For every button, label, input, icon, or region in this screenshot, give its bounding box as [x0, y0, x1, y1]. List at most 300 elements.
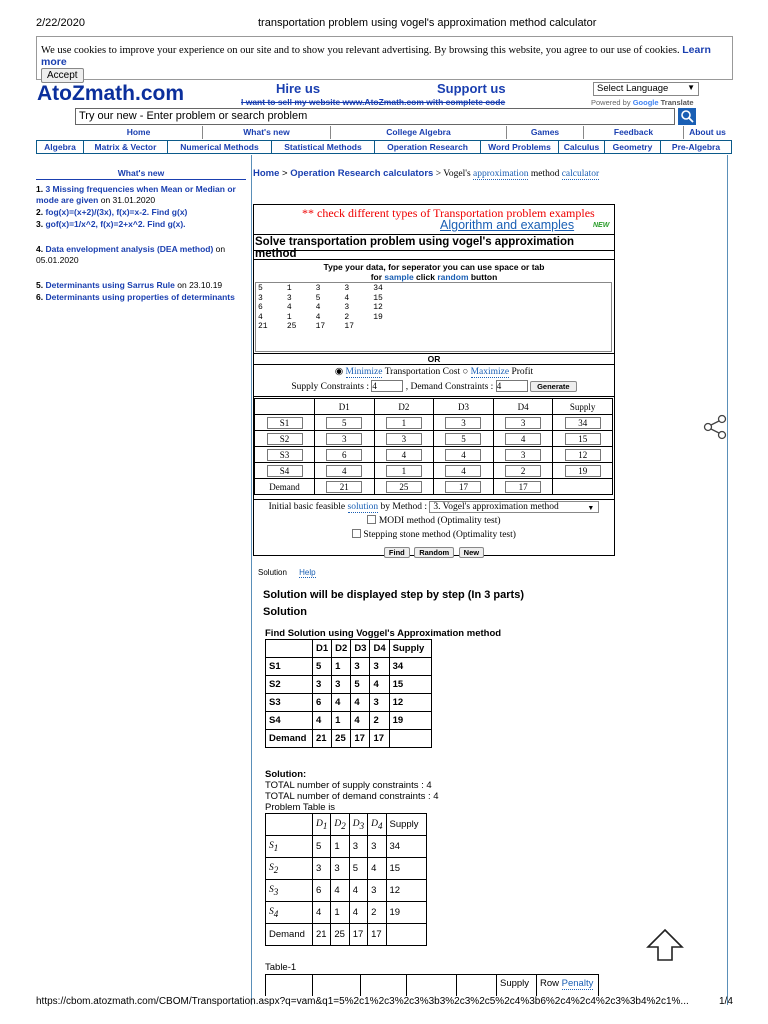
search-button[interactable] — [678, 108, 696, 125]
scroll-to-top-icon[interactable] — [646, 928, 684, 967]
total-supply: TOTAL number of supply constraints : 4 — [265, 780, 432, 791]
row-symbol: S — [269, 906, 274, 917]
grid-cell — [434, 479, 494, 495]
maximize-link[interactable]: Maximize — [470, 367, 510, 377]
news-link[interactable]: 3 Missing frequencies when Mean or Median or mode are given — [36, 184, 236, 205]
approximation-link[interactable]: approximation — [473, 169, 529, 179]
col-symbol: D — [352, 818, 360, 829]
table-cell: 4 — [368, 858, 386, 880]
table-cell: 4 — [349, 902, 367, 924]
supply-input[interactable]: 15 — [565, 433, 601, 445]
input-grid — [254, 398, 613, 495]
table-col-header: D4 — [370, 640, 389, 658]
nav-calculus[interactable]: Calculus — [559, 141, 605, 153]
grid-col-header: D4 — [493, 399, 553, 415]
table-col-header: D2 — [332, 640, 351, 658]
row-label-field[interactable]: S2 — [267, 433, 303, 445]
table-cell: 4 — [313, 712, 332, 730]
optimize-row — [253, 366, 615, 377]
grid-col-header: D1 — [315, 399, 375, 415]
grid-cell — [315, 447, 375, 463]
form-heading: Solve transportation problem using vogel's approximation method — [253, 234, 615, 251]
cost-input[interactable]: 5 — [326, 417, 362, 429]
table-header — [266, 640, 432, 658]
grid-col-header: Supply — [553, 399, 613, 415]
news-date: on 05.01.2020 — [36, 244, 226, 265]
nav-statistical[interactable]: Statistical Methods — [272, 141, 375, 153]
solution-summary — [265, 769, 439, 813]
news-link[interactable]: Determinants using Sarrus Rule — [45, 280, 175, 290]
new-badge: NEW — [593, 222, 610, 229]
table-header — [266, 814, 427, 836]
table1-cell — [407, 975, 457, 996]
solution-heading: Solution — [263, 606, 307, 618]
cost-input[interactable]: 6 — [326, 449, 362, 461]
transport-cost-label: Transportation Cost — [382, 367, 463, 377]
maximize-radio[interactable]: ○ — [462, 367, 469, 377]
news-date: on 23.10.19 — [174, 280, 223, 290]
grid-cell — [553, 479, 613, 495]
row-subscript: 2 — [273, 864, 279, 875]
table-cell: S3 — [266, 694, 313, 712]
nav-operation-research[interactable]: Operation Research — [375, 141, 481, 153]
search-input[interactable]: Try our new - Enter problem or search problem — [75, 108, 675, 125]
grid-cell — [493, 463, 553, 479]
nav-whats-new[interactable]: What's new — [203, 126, 331, 139]
top-nav — [75, 126, 731, 139]
translate-text: Translate — [660, 98, 694, 107]
nav-pre-algebra[interactable]: Pre-Algebra — [671, 142, 721, 152]
grid-cell — [374, 447, 434, 463]
table-col-header — [313, 814, 331, 836]
instructions-line: Type your data, for seperator you can use space or tab — [323, 262, 545, 272]
table-cell: 15 — [386, 858, 426, 880]
row-label-field[interactable]: S4 — [267, 465, 303, 477]
news-link[interactable]: Data envelopment analysis (DEA method) — [45, 244, 214, 254]
table-col-header — [368, 814, 386, 836]
tab-help[interactable]: Help — [299, 568, 316, 577]
language-select-label: Select Language — [597, 83, 669, 94]
grid-cell — [315, 479, 375, 495]
print-url: https://cbom.atozmath.com/CBOM/Transportation.aspx?q=vam&q1=5%2c1%2c3%2c3%3b3%2c3%2c5%2c4%3b6%2c4%2c4%2c3%3b4%2c1%... — [36, 996, 689, 1007]
col-symbol: D — [316, 818, 323, 829]
grid-col-header: D2 — [374, 399, 434, 415]
news-number: 2. — [36, 207, 44, 217]
demand-label: Demand — [255, 479, 315, 495]
cookie-banner — [36, 36, 733, 80]
grid-cell — [493, 479, 553, 495]
cost-input[interactable]: 5 — [445, 433, 481, 445]
solution-label: Solution: — [265, 769, 307, 780]
modi-label: MODI method (Optimality test) — [378, 516, 501, 526]
minimize-link[interactable]: Minimize — [345, 367, 383, 377]
table-cell: 1 — [331, 902, 349, 924]
table-cell: 4 — [349, 880, 367, 902]
news-number: 3. — [36, 219, 44, 229]
supply-input[interactable]: 12 — [565, 449, 601, 461]
instructions-text: click — [413, 272, 438, 282]
supply-constraints-label: Supply Constraints : — [291, 382, 372, 392]
breadcrumb-home[interactable]: Home — [253, 168, 280, 179]
textarea-line: 4 1 4 2 19 — [258, 312, 383, 322]
table-cell: 5 — [313, 658, 332, 676]
table-cell: 4 — [313, 902, 331, 924]
accept-button[interactable]: Accept — [41, 68, 84, 83]
col-subscript: 1 — [322, 820, 328, 831]
nav-algebra[interactable]: Algebra — [37, 141, 84, 153]
row-label-input[interactable] — [255, 447, 315, 463]
problem-table-label: Problem Table is — [265, 802, 336, 813]
cost-input[interactable]: 2 — [505, 465, 541, 477]
table1-cell — [266, 975, 313, 996]
demand-input[interactable]: 25 — [386, 481, 422, 493]
grid-cell — [315, 463, 375, 479]
random-button[interactable]: Random — [414, 547, 454, 558]
table-corner — [266, 814, 313, 836]
tab-solution[interactable]: Solution — [258, 568, 287, 577]
row-symbol: S — [269, 840, 274, 851]
table-cell: 4 — [351, 712, 370, 730]
textarea-line: 3 3 5 4 15 — [258, 293, 383, 303]
solution-tabs — [258, 568, 316, 577]
cost-input[interactable]: 3 — [445, 417, 481, 429]
share-icon[interactable] — [703, 414, 727, 445]
row-subscript: 4 — [273, 908, 279, 919]
table-row — [266, 676, 432, 694]
grid-cell — [434, 447, 494, 463]
grid-col-header: D3 — [434, 399, 494, 415]
instructions-text: button — [468, 272, 498, 282]
table-cell: S1 — [266, 658, 313, 676]
find-title: Find Solution using Voggel's Approximation method — [265, 628, 502, 639]
grid-header — [255, 399, 613, 415]
supply-input[interactable]: 34 — [565, 417, 601, 429]
chevron-down-icon: ▼ — [687, 83, 695, 92]
method-select[interactable] — [429, 501, 599, 513]
row-label-input[interactable] — [255, 431, 315, 447]
table-cell: 6 — [313, 694, 332, 712]
demand-constraints-label: , Demand Constraints : — [403, 382, 496, 392]
grid-cell — [553, 463, 613, 479]
data-textarea[interactable] — [255, 282, 612, 352]
stepping-checkbox[interactable] — [352, 529, 361, 538]
row-label-input[interactable] — [255, 463, 315, 479]
find-button[interactable]: Find — [384, 547, 410, 558]
search-icon — [678, 108, 696, 125]
algorithm-link[interactable]: Algorithm and examples — [440, 218, 575, 232]
generate-button[interactable]: Generate — [530, 381, 577, 392]
table1-cell — [313, 975, 361, 996]
google-logo: Google — [632, 98, 659, 107]
print-title: transportation problem using vogel's approximation method calculator — [258, 17, 597, 29]
breadcrumb-text: method — [528, 169, 562, 179]
nav-college-algebra[interactable]: College Algebra — [331, 126, 507, 139]
row-header — [266, 880, 313, 902]
breadcrumb-or[interactable]: Operation Research calculators — [290, 168, 434, 179]
table-cell: 17 — [370, 730, 389, 748]
textarea-line: 5 1 3 3 34 — [258, 284, 383, 293]
nav-feedback[interactable]: Feedback — [584, 126, 684, 139]
penalty-link[interactable]: Penalty — [561, 978, 594, 989]
nav-geometry[interactable]: Geometry — [605, 141, 661, 153]
constraints-row — [253, 380, 615, 397]
table1-cell — [361, 975, 407, 996]
table-cell: 3 — [332, 676, 351, 694]
or-divider: OR — [253, 353, 615, 365]
table-cell: 25 — [332, 730, 351, 748]
grid-row — [255, 415, 613, 431]
row-label-field[interactable]: S3 — [267, 449, 303, 461]
table-col-header: Supply — [389, 640, 431, 658]
cost-input[interactable]: 4 — [386, 449, 422, 461]
nav-numerical[interactable]: Numerical Methods — [168, 141, 272, 153]
nav-games[interactable]: Games — [507, 126, 584, 139]
table-row — [266, 858, 427, 880]
table-cell: 3 — [351, 658, 370, 676]
col-subscript: 3 — [359, 820, 365, 831]
grid-cell — [374, 479, 434, 495]
grid-cell — [315, 431, 375, 447]
table-cell: S2 — [266, 676, 313, 694]
table-cell: Demand — [266, 730, 313, 748]
category-nav — [36, 140, 732, 154]
col-symbol: D — [334, 818, 342, 829]
table1-label: Table-1 — [265, 962, 297, 973]
problem-table — [265, 813, 427, 946]
grid-row — [255, 447, 613, 463]
textarea-line: 21 25 17 17 — [258, 322, 355, 331]
print-page-number: 1/4 — [719, 996, 733, 1007]
table-cell: 1 — [332, 712, 351, 730]
table1-cell — [457, 975, 497, 996]
table-cell: 12 — [389, 694, 431, 712]
table-cell: 3 — [370, 694, 389, 712]
demand-input[interactable]: 17 — [505, 481, 541, 493]
row-header — [266, 858, 313, 880]
table-cell: 4 — [370, 676, 389, 694]
grid-cell — [553, 431, 613, 447]
step-message: Solution will be displayed step by step (In 3 parts) — [263, 589, 524, 601]
demand-constraints-input[interactable]: 4 — [496, 380, 528, 392]
whats-new-sidebar — [36, 168, 246, 304]
news-link[interactable]: Determinants using properties of determinants — [45, 292, 235, 302]
hire-link[interactable]: Hire us — [276, 81, 321, 96]
supply-constraints-input[interactable]: 4 — [371, 380, 403, 392]
demand-input[interactable]: 17 — [445, 481, 481, 493]
table-cell: 34 — [389, 658, 431, 676]
table-cell: 34 — [386, 836, 426, 858]
table-cell: 1 — [332, 658, 351, 676]
minimize-radio[interactable]: ◉ — [334, 367, 344, 377]
nav-home[interactable]: Home — [75, 126, 203, 139]
nav-about[interactable]: About us — [689, 127, 726, 137]
grid-cell — [493, 415, 553, 431]
support-link[interactable]: Support us — [437, 81, 506, 96]
grid-cell — [434, 431, 494, 447]
table-row — [266, 658, 432, 676]
table1-header — [265, 974, 599, 996]
site-logo[interactable]: AtoZmath.com — [37, 82, 184, 105]
solution-link[interactable]: solution — [347, 502, 379, 512]
powered-by — [591, 98, 694, 107]
total-demand: TOTAL number of demand constraints : 4 — [265, 791, 439, 802]
row-label-field[interactable]: S1 — [267, 417, 303, 429]
demand-row — [255, 479, 613, 495]
table-cell: 5 — [351, 676, 370, 694]
table-cell: 4 — [351, 694, 370, 712]
cost-input[interactable]: 4 — [326, 465, 362, 477]
table-col-header: D3 — [351, 640, 370, 658]
grid-cell — [374, 431, 434, 447]
row-header — [266, 836, 313, 858]
table-cell: 3 — [368, 880, 386, 902]
demand-input[interactable]: 21 — [326, 481, 362, 493]
table-row — [266, 730, 432, 748]
news-number: 5. — [36, 280, 44, 290]
news-item — [36, 219, 246, 230]
grid-cell — [374, 415, 434, 431]
method-select-value: 3. Vogel's approximation method — [433, 502, 559, 512]
table-cell: 2 — [370, 712, 389, 730]
table-cell: 3 — [368, 836, 386, 858]
calculator-link[interactable]: calculator — [561, 169, 600, 179]
cost-input[interactable]: 1 — [386, 417, 422, 429]
sell-link[interactable]: I want to sell my website www.AtoZmath.com with complete code — [241, 97, 506, 107]
grid-cell — [553, 447, 613, 463]
table-cell: 4 — [332, 694, 351, 712]
table-cell: 25 — [331, 924, 349, 946]
cost-input[interactable]: 3 — [386, 433, 422, 445]
breadcrumb — [253, 168, 599, 179]
table-cell: 3 — [313, 858, 331, 880]
whats-new-title: What's new — [36, 168, 246, 180]
breadcrumb-sep: > — [279, 168, 291, 179]
table-row — [266, 694, 432, 712]
table-corner — [266, 640, 313, 658]
news-item — [36, 207, 246, 218]
table-cell — [389, 730, 431, 748]
random-link[interactable]: random — [437, 272, 469, 282]
cost-input[interactable]: 1 — [386, 465, 422, 477]
table-cell: 12 — [386, 880, 426, 902]
table1-row: Row — [540, 978, 562, 989]
summary-table — [265, 639, 432, 748]
cost-input[interactable]: 4 — [445, 465, 481, 477]
col-symbol: D — [371, 818, 378, 829]
nav-word-problems[interactable]: Word Problems — [481, 141, 559, 153]
supply-input[interactable]: 19 — [565, 465, 601, 477]
table-row — [266, 836, 427, 858]
powered-by-text: Powered by — [591, 98, 631, 107]
grid-cell — [315, 415, 375, 431]
news-number: 6. — [36, 292, 44, 302]
language-select[interactable] — [593, 82, 699, 96]
nav-matrix[interactable]: Matrix & Vector — [84, 141, 168, 153]
cost-input[interactable]: 3 — [326, 433, 362, 445]
row-subscript: 3 — [273, 886, 279, 897]
table-row — [266, 924, 427, 946]
table-col-header: Supply — [386, 814, 426, 836]
row-symbol: S — [269, 884, 274, 895]
table-row — [266, 712, 432, 730]
grid-corner — [255, 399, 315, 415]
table-cell: 1 — [331, 836, 349, 858]
table-cell: 5 — [349, 858, 367, 880]
table-cell: 17 — [368, 924, 386, 946]
table-cell: 3 — [349, 836, 367, 858]
table-cell: 5 — [313, 836, 331, 858]
news-date: on 31.01.2020 — [98, 195, 156, 205]
learn-more-link[interactable]: Learn more — [41, 44, 711, 68]
print-date: 2/22/2020 — [36, 17, 85, 29]
table-cell: 21 — [313, 924, 331, 946]
modi-row — [253, 515, 615, 526]
row-symbol: S — [269, 862, 274, 873]
grid-row — [255, 431, 613, 447]
news-link[interactable]: fog(x)=(x+2)/(3x), f(x)=x-2. Find g(x) — [45, 207, 188, 217]
sample-link[interactable]: sample — [384, 272, 414, 282]
profit-label: Profit — [509, 367, 534, 377]
table-cell: 3 — [313, 676, 332, 694]
check-types-link[interactable]: ** check different types of Transportation problem examples — [302, 206, 595, 220]
grid-cell — [493, 431, 553, 447]
table-cell: 15 — [389, 676, 431, 694]
stepping-label: Stepping stone method (Optimality test) — [363, 530, 516, 540]
cost-input[interactable]: 4 — [445, 449, 481, 461]
news-item — [36, 184, 246, 206]
table-cell: 19 — [389, 712, 431, 730]
table-cell: 3 — [370, 658, 389, 676]
new-button[interactable]: New — [459, 547, 484, 558]
table-cell: 3 — [331, 858, 349, 880]
cookie-text: We use cookies to improve your experience on our site and to show you relevant advertising. By browsing this website, you agree to our use of cookies. — [41, 45, 680, 56]
news-link[interactable]: gof(x)=1/x^2, f(x)=2+x^2. Find g(x). — [45, 219, 186, 229]
row-header — [266, 902, 313, 924]
cost-input[interactable]: 3 — [505, 449, 541, 461]
cost-input[interactable]: 4 — [505, 433, 541, 445]
table-row — [266, 902, 427, 924]
table-col-header — [349, 814, 367, 836]
cost-input[interactable]: 3 — [505, 417, 541, 429]
news-item — [36, 280, 246, 291]
modi-checkbox[interactable] — [367, 515, 376, 524]
grid-cell — [374, 463, 434, 479]
stepping-row — [253, 529, 615, 540]
table-col-header — [331, 814, 349, 836]
instructions — [253, 259, 615, 282]
action-buttons — [253, 542, 615, 560]
col-subscript: 4 — [378, 820, 383, 831]
table-cell: 4 — [331, 880, 349, 902]
table-cell — [386, 924, 426, 946]
breadcrumb-sep: > Vogel's — [433, 169, 474, 179]
news-number: 4. — [36, 244, 44, 254]
row-label-input[interactable] — [255, 415, 315, 431]
table-cell: 17 — [351, 730, 370, 748]
table-cell: 6 — [313, 880, 331, 902]
grid-cell — [434, 415, 494, 431]
table-col-header: D1 — [313, 640, 332, 658]
table-row — [266, 880, 427, 902]
grid-row — [255, 463, 613, 479]
news-item — [36, 292, 246, 303]
table-cell: 19 — [386, 902, 426, 924]
grid-cell — [434, 463, 494, 479]
table-cell: S4 — [266, 712, 313, 730]
chevron-down-icon: ▼ — [587, 504, 595, 512]
method-row — [253, 499, 615, 513]
textarea-line: 6 4 4 3 12 — [258, 303, 383, 312]
